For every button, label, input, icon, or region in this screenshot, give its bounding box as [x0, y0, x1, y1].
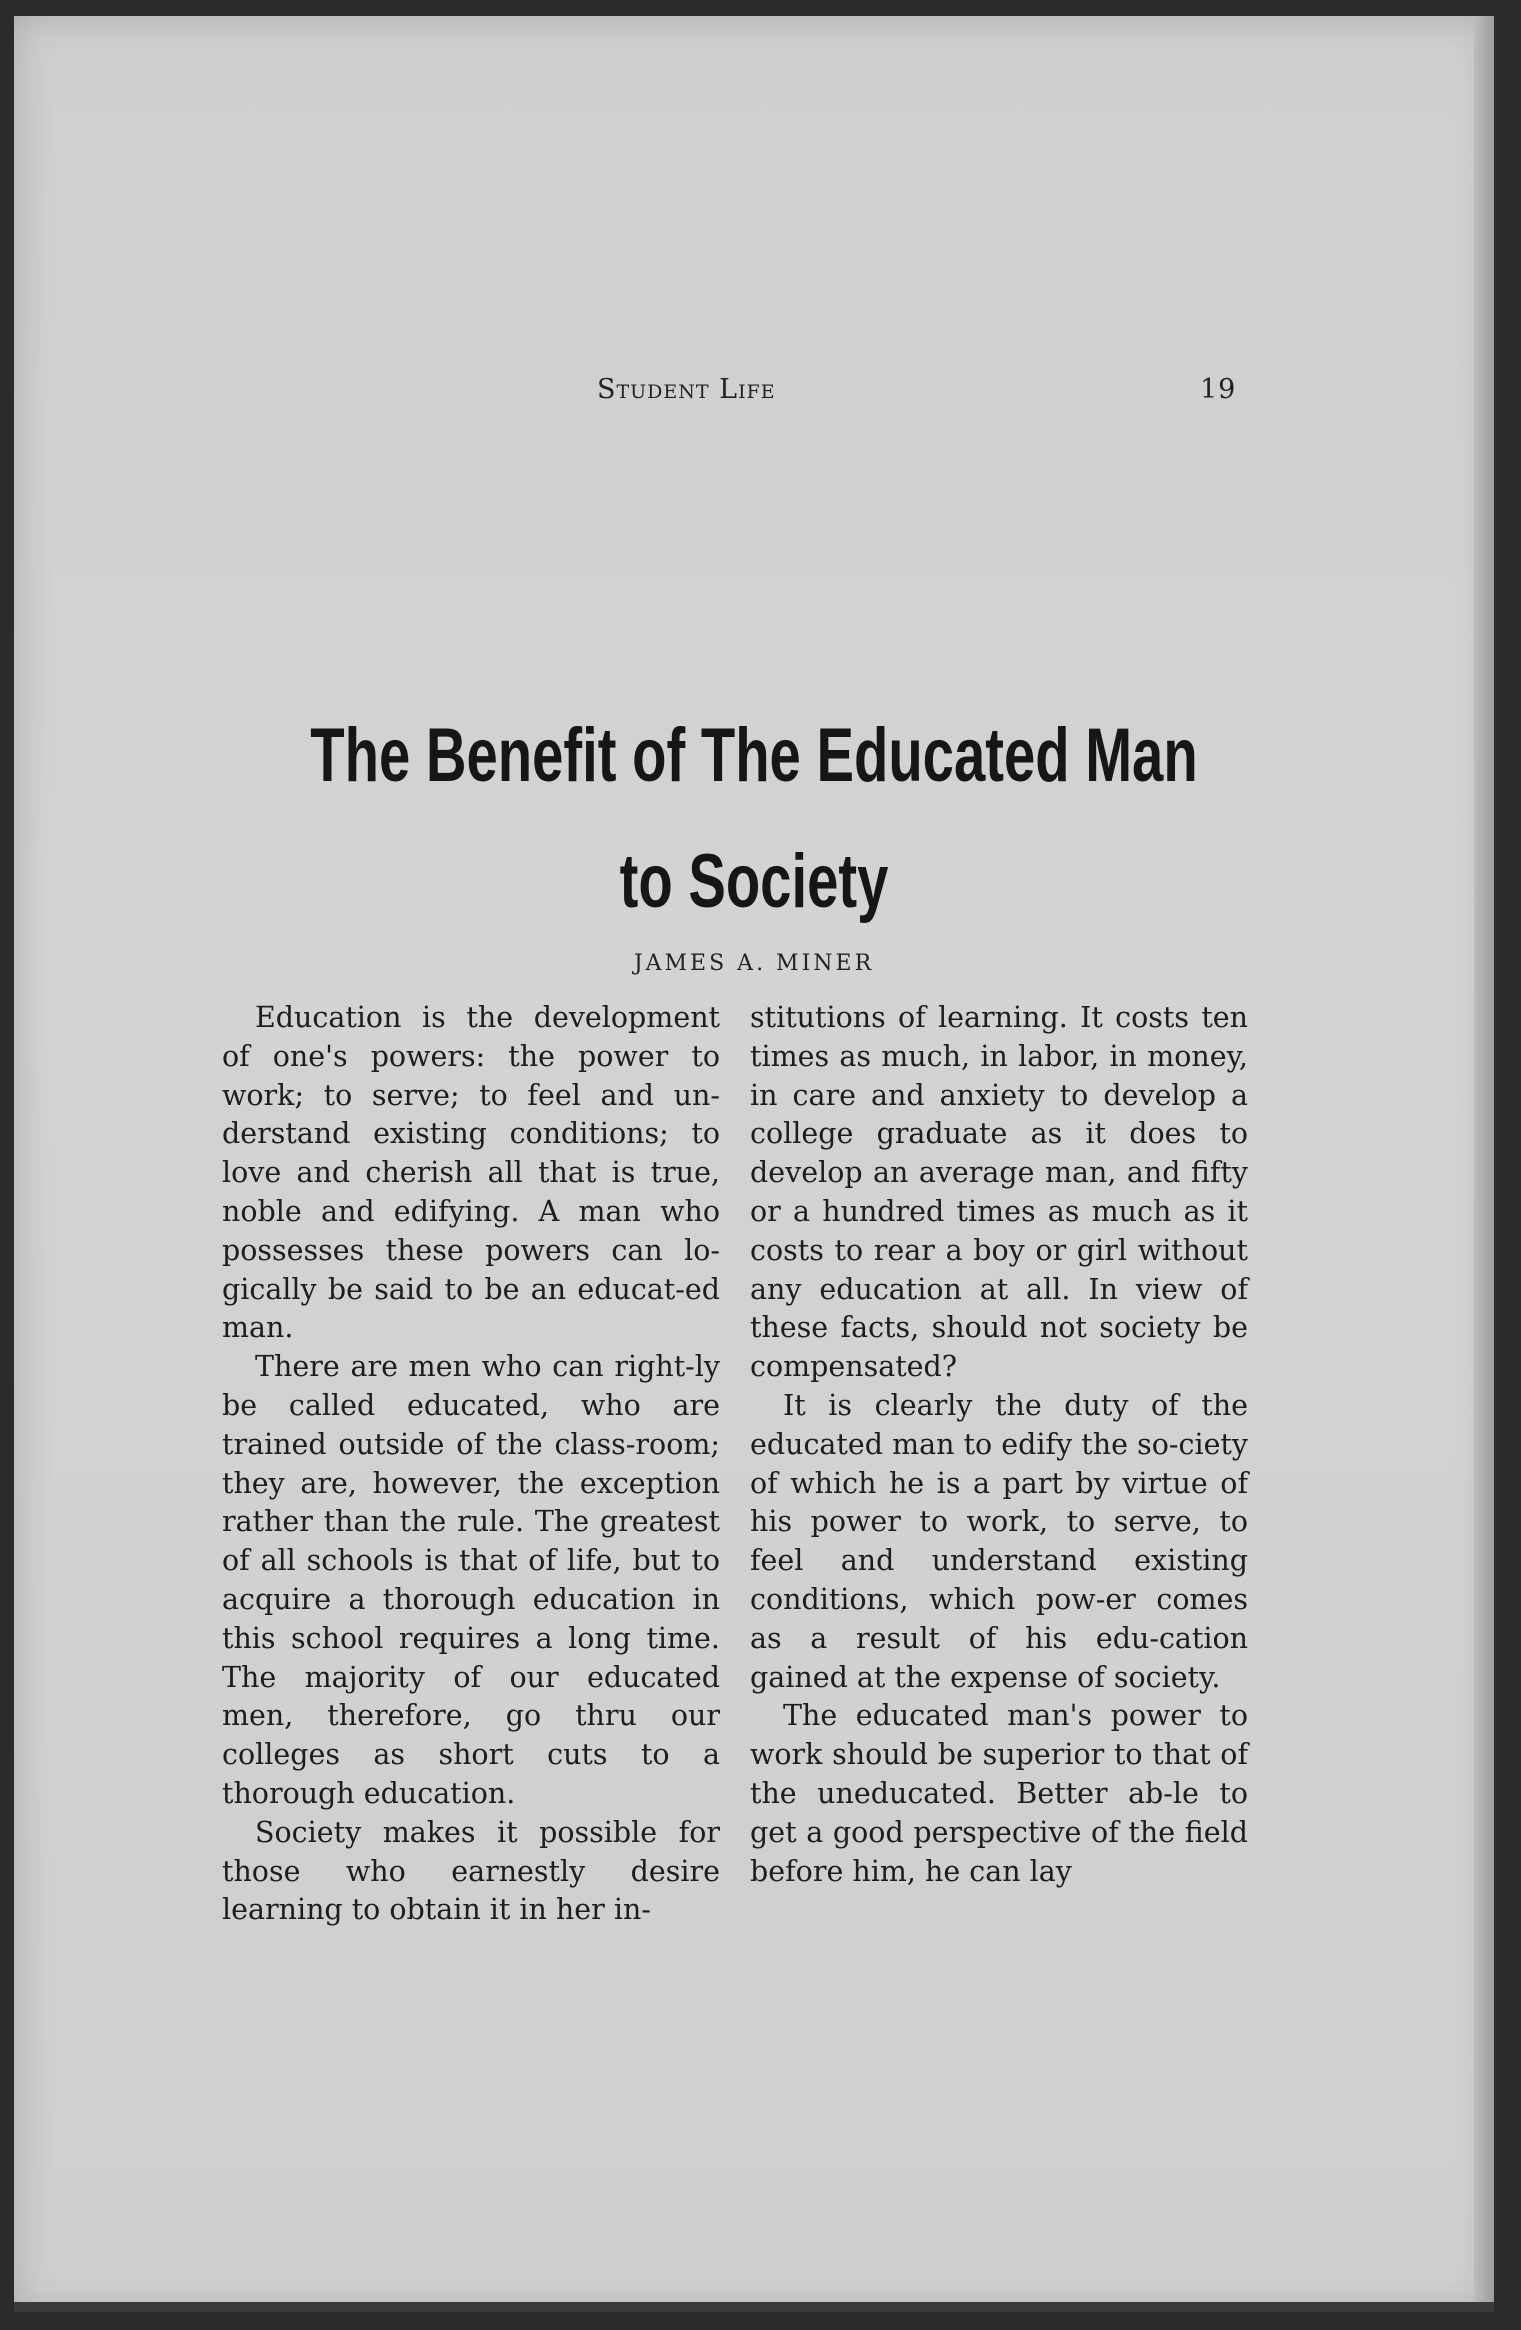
page-bottom-edge — [14, 2302, 1494, 2312]
paragraph: Society makes it possible for those who earnestly desire learning to obtain it in her in- — [222, 1815, 720, 1927]
page-number: 19 — [1200, 374, 1237, 405]
article-title-line-1: The Benefit of The Educated Man — [310, 713, 1198, 798]
paragraph: Education is the development of one's powers: the power to work; to serve; to feel and un-derstand existing conditions; to love and cherish all that is true, noble and edifying. A man who possesses these powers can lo-gically be said to be an educat-ed man. — [222, 1001, 720, 1345]
journal-name: Student Life — [597, 374, 776, 405]
paragraph-continued: stitutions of learning. It costs ten times as much, in labor, in money, in care and anxiety to develop a college graduate as it does to develop an average man, and fifty or a hundred times as much as it costs to rear a boy or girl without any education at all. In view of these facts, should not society be compensated? — [750, 1001, 1248, 1384]
text-column-left — [222, 999, 720, 1930]
text-column-right — [750, 999, 1248, 1891]
article-title-line-2: to Society — [619, 839, 889, 924]
printed-page — [14, 16, 1494, 2312]
paragraph: The educated man's power to work should be superior to that of the uneducated. Better ab-le to get a good perspective of the field before him, he can lay — [750, 1699, 1248, 1888]
paragraph: There are men who can right-ly be called educated, who are trained outside of the class-room; they are, however, the exception rather than the rule. The greatest of all schools is that of life, but to acquire a thorough education in this school requires a long time. The majority of our educated men, therefore, go thru our colleges as short cuts to a thorough education. — [222, 1350, 720, 1810]
paragraph: It is clearly the duty of the educated man to edify the so-ciety of which he is a part by virtue of his power to work, to serve, to feel and understand existing conditions, which pow-er comes as a result of his edu-cation gained at the expense of society. — [750, 1388, 1248, 1694]
article-author: JAMES A. MINER — [633, 951, 875, 976]
page-edge-shadow — [1474, 16, 1494, 2312]
